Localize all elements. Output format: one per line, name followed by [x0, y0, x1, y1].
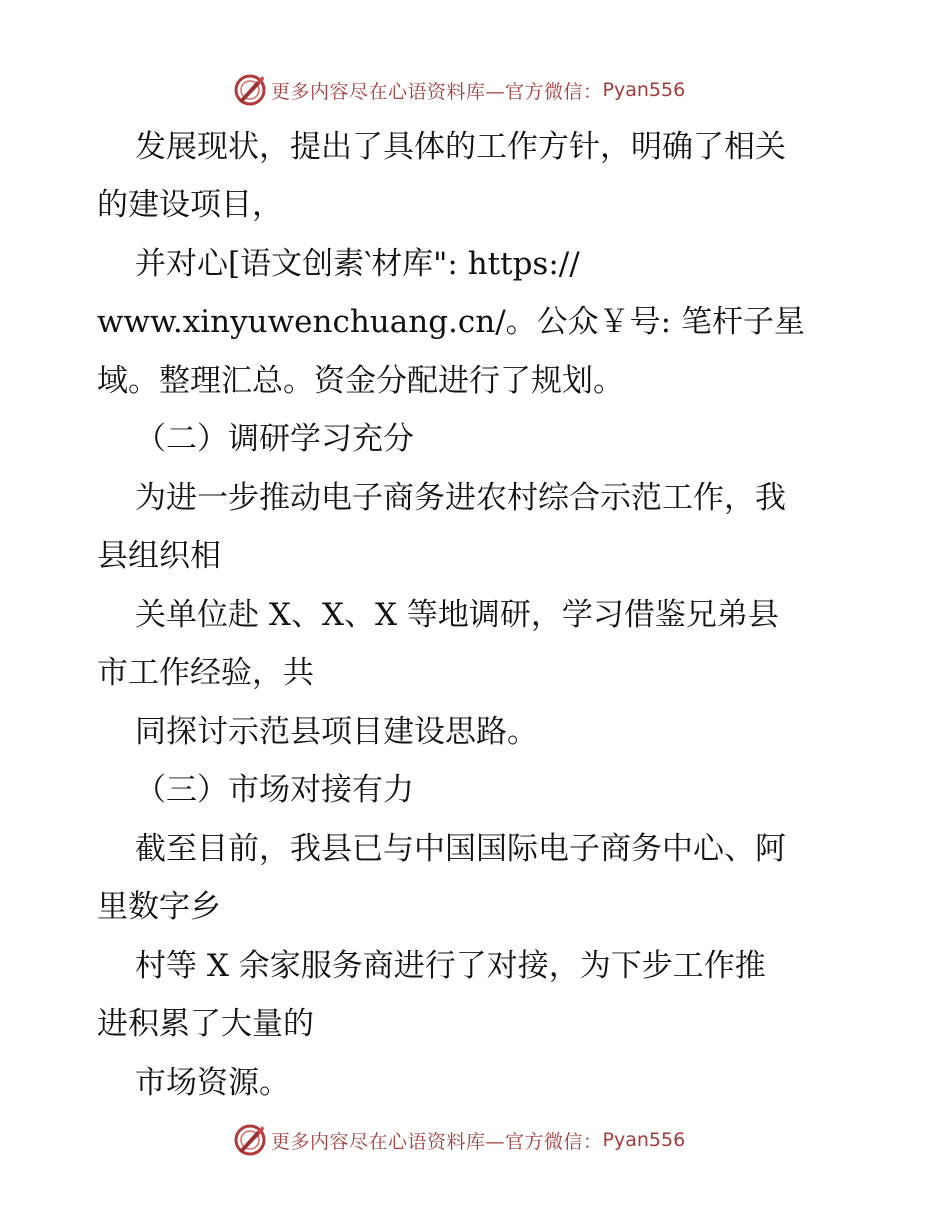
text-line: 的建设项目，	[97, 187, 283, 223]
text-line: 市工作经验，共	[97, 655, 314, 691]
text-line: 市场资源。	[135, 1065, 290, 1101]
text-line: 并对心[语文创素‵材库": https://	[135, 246, 580, 282]
text-line: 截至目前，我县已与中国国际电子商务中心、阿	[135, 831, 786, 867]
quill-pen-logo-icon	[233, 73, 267, 107]
header-watermark	[233, 70, 685, 110]
quill-pen-logo-icon	[233, 1123, 267, 1157]
text-line: 域。整理汇总。资金分配进行了规划。	[97, 363, 624, 399]
watermark-account: Pyan556	[602, 1129, 686, 1151]
watermark-account: Pyan556	[602, 79, 686, 101]
watermark-text: 更多内容尽在心语资料库—官方微信：	[271, 1130, 603, 1153]
text-line: 关单位赴 X、X、X 等地调研，学习借鉴兄弟县	[135, 597, 779, 633]
text-line: 发展现状，提出了具体的工作方针，明确了相关	[135, 129, 786, 165]
text-line: 县组织相	[97, 538, 221, 574]
section-heading: （二）调研学习充分	[135, 421, 414, 457]
section-heading: （三）市场对接有力	[135, 772, 414, 808]
text-line: 同探讨示范县项目建设思路。	[135, 714, 538, 750]
text-line: 为进一步推动电子商务进农村综合示范工作，我	[135, 480, 786, 516]
text-line: 进积累了大量的	[97, 1006, 314, 1042]
text-line: www.xinyuwenchuang.cn/。公众￥号: 笔杆子星	[97, 304, 805, 340]
watermark-text: 更多内容尽在心语资料库—官方微信：	[271, 80, 603, 103]
footer-watermark	[233, 1120, 685, 1160]
text-line: 村等 X 余家服务商进行了对接，为下步工作推	[135, 948, 766, 984]
text-line: 里数字乡	[97, 889, 221, 925]
